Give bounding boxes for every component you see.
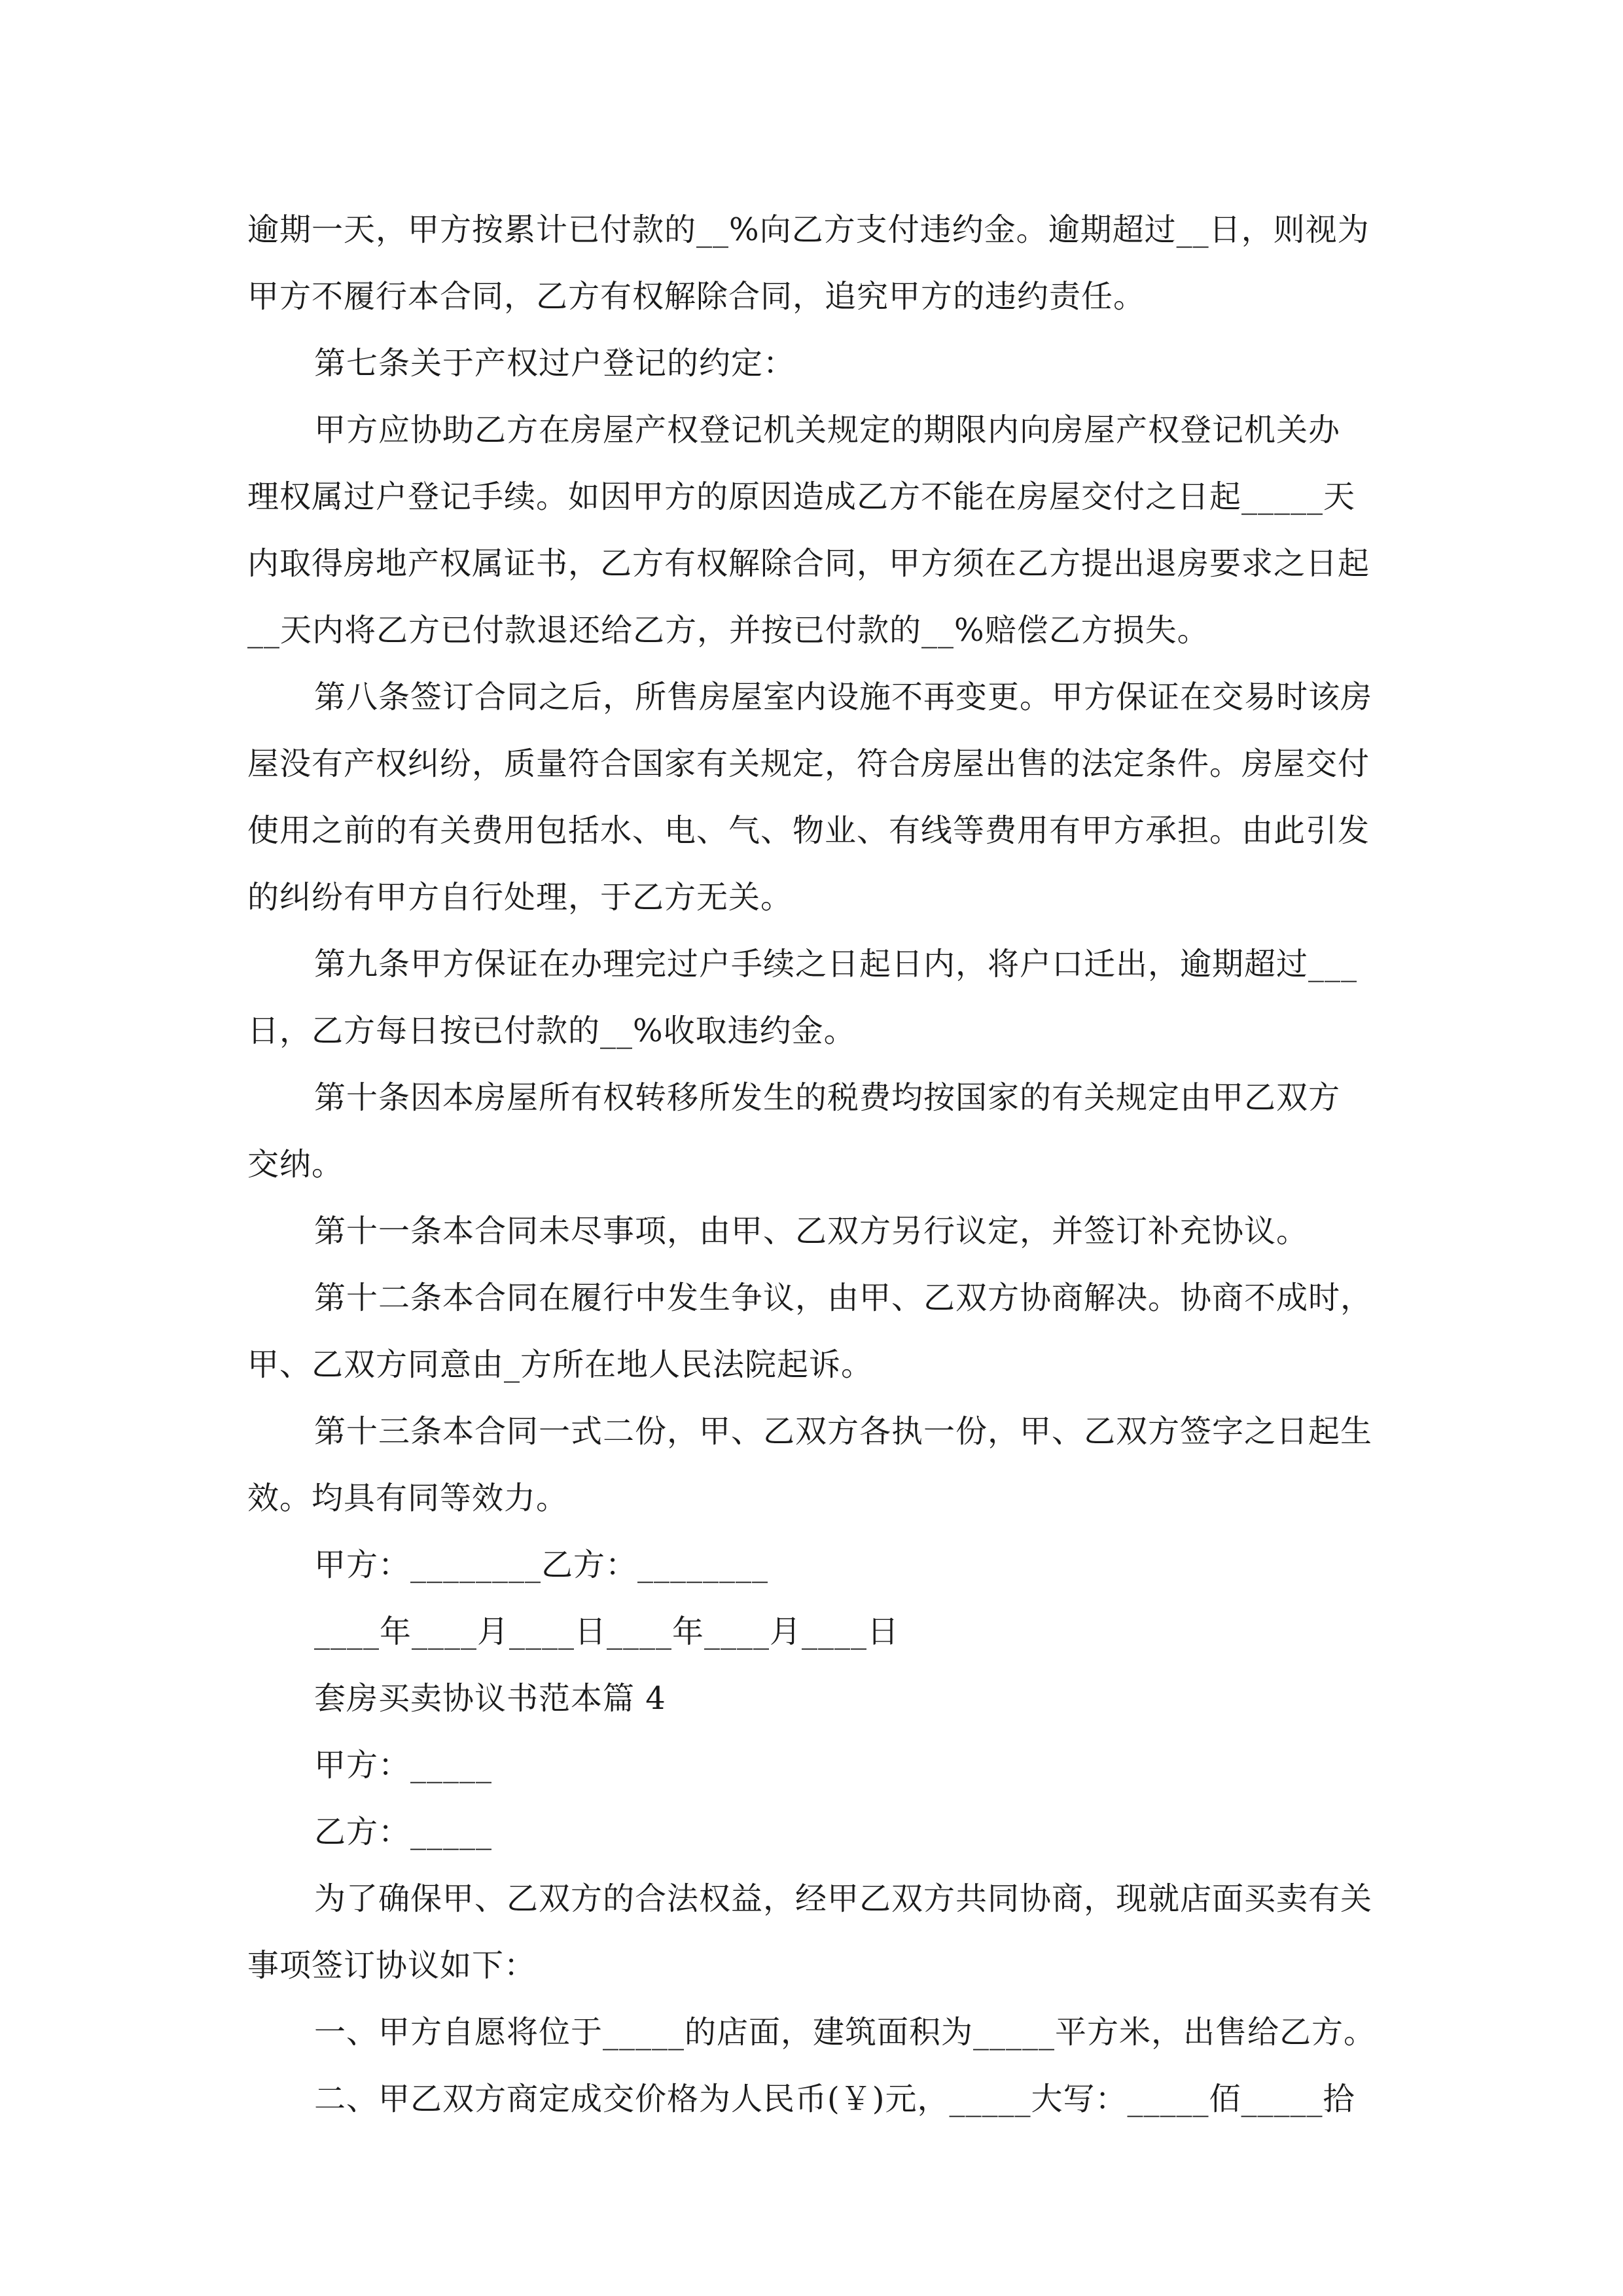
text-line: 二、甲乙双方商定成交价格为人民币(￥)元，_____大写：_____佰_____拾 [314,2081,1355,2117]
text-line: 乙方：_____ [314,1814,493,1850]
text-line: 内取得房地产权属证书，乙方有权解除合同，甲方须在乙方提出退房要求之日起 [247,545,1370,582]
text-line: 第八条签订合同之后，所售房屋室内设施不再变更。甲方保证在交易时该房 [314,679,1373,715]
text-line: 甲方：_____ [314,1747,493,1784]
text-line: 逾期一天，甲方按累计已付款的__%向乙方支付违约金。逾期超过__日，则视为 [247,211,1370,248]
text-line: 第十二条本合同在履行中发生争议，由甲、乙双方协商解决。协商不成时， [314,1280,1373,1316]
text-line: 甲、乙双方同意由_方所在地人民法院起诉。 [247,1346,874,1383]
text-line: 的纠纷有甲方自行处理，于乙方无关。 [247,879,793,916]
text-line: 日，乙方每日按已付款的__%收取违约金。 [247,1013,856,1049]
text-line: 事项签订协议如下： [247,1947,537,1984]
text-line: 效。均具有同等效力。 [247,1480,569,1516]
text-line: 第十一条本合同未尽事项，由甲、乙双方另行议定，并签订补充协议。 [314,1213,1309,1249]
text-line: 使用之前的有关费用包括水、电、气、物业、有线等费用有甲方承担。由此引发 [247,812,1370,849]
text-line: 甲方：________乙方：________ [314,1547,769,1583]
text-line: ____年____月____日____年____月____日 [314,1613,900,1650]
text-line: 为了确保甲、乙双方的合法权益，经甲乙双方共同协商，现就店面买卖有关 [314,1880,1373,1917]
text-line: 第十条因本房屋所有权转移所发生的税费均按国家的有关规定由甲乙双方 [314,1079,1341,1116]
text-line: 一、甲方自愿将位于_____的店面，建筑面积为_____平方米，出售给乙方。 [314,2014,1376,2051]
text-line: 第十三条本合同一式二份，甲、乙双方各执一份，甲、乙双方签字之日起生 [314,1413,1373,1450]
document-body [247,196,1386,2132]
text-line: __天内将乙方已付款退还给乙方，并按已付款的__%赔偿乙方损失。 [247,612,1209,649]
text-line: 甲方应协助乙方在房屋产权登记机关规定的期限内向房屋产权登记机关办 [314,412,1341,448]
text-line: 第九条甲方保证在办理完过户手续之日起日内，将户口迁出，逾期超过___ [314,946,1358,982]
text-line: 理权属过户登记手续。如因甲方的原因造成乙方不能在房屋交付之日起_____天 [247,478,1356,515]
text-line: 交纳。 [247,1146,344,1183]
text-line: 屋没有产权纠纷，质量符合国家有关规定，符合房屋出售的法定条件。房屋交付 [247,745,1370,782]
text-line: 第七条关于产权过户登记的约定： [314,345,796,382]
text-line: 套房买卖协议书范本篇 4 [314,1680,666,1717]
document-page [247,196,1386,2132]
text-line: 甲方不履行本合同，乙方有权解除合同，追究甲方的违约责任。 [247,278,1146,315]
